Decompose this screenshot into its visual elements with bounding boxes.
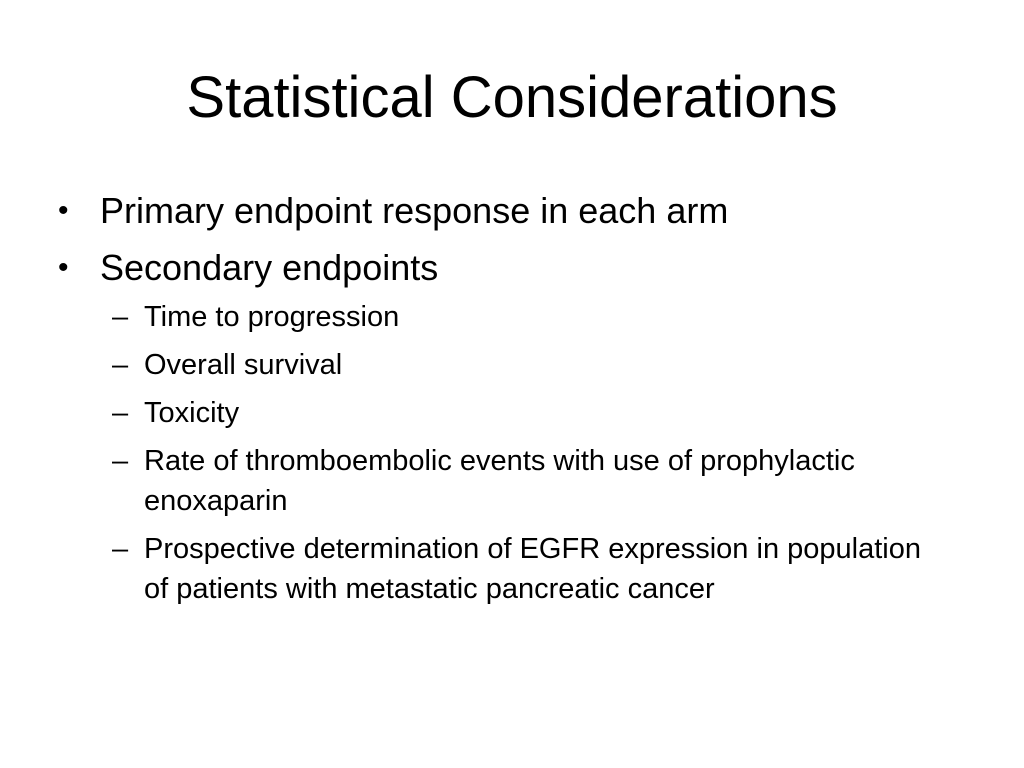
bullet-item-primary-endpoint — [58, 186, 938, 236]
sub-bullet-overall-survival — [112, 345, 938, 385]
sub-bullet-text: Prospective determination of EGFR expression in population of patients with metastatic pancreatic cancer — [144, 533, 921, 605]
dash-icon: – — [112, 301, 129, 333]
sub-bullet-text: Time to progression — [144, 301, 400, 333]
sub-bullet-time-to-progression — [112, 297, 938, 337]
sub-bullet-toxicity — [112, 393, 938, 433]
dash-icon: – — [112, 349, 129, 381]
sub-bullet-text: Overall survival — [144, 349, 343, 381]
bullet-icon: • — [58, 194, 69, 227]
dash-icon: – — [112, 533, 129, 565]
sub-bullet-thromboembolic-events — [112, 441, 938, 521]
slide-title: Statistical Considerations — [186, 65, 838, 130]
dash-icon: – — [112, 397, 129, 429]
sub-bullet-text: Toxicity — [144, 397, 240, 429]
bullet-list — [58, 186, 938, 617]
sub-bullet-list — [112, 297, 938, 609]
bullet-text: Secondary endpoints — [100, 247, 439, 288]
sub-bullet-text: Rate of thromboembolic events with use of prophylactic enoxaparin — [144, 445, 855, 517]
sub-bullet-egfr-expression — [112, 529, 938, 609]
dash-icon: – — [112, 445, 129, 477]
bullet-icon: • — [58, 251, 69, 284]
bullet-item-secondary-endpoints — [58, 243, 938, 609]
bullet-text: Primary endpoint response in each arm — [100, 190, 729, 231]
